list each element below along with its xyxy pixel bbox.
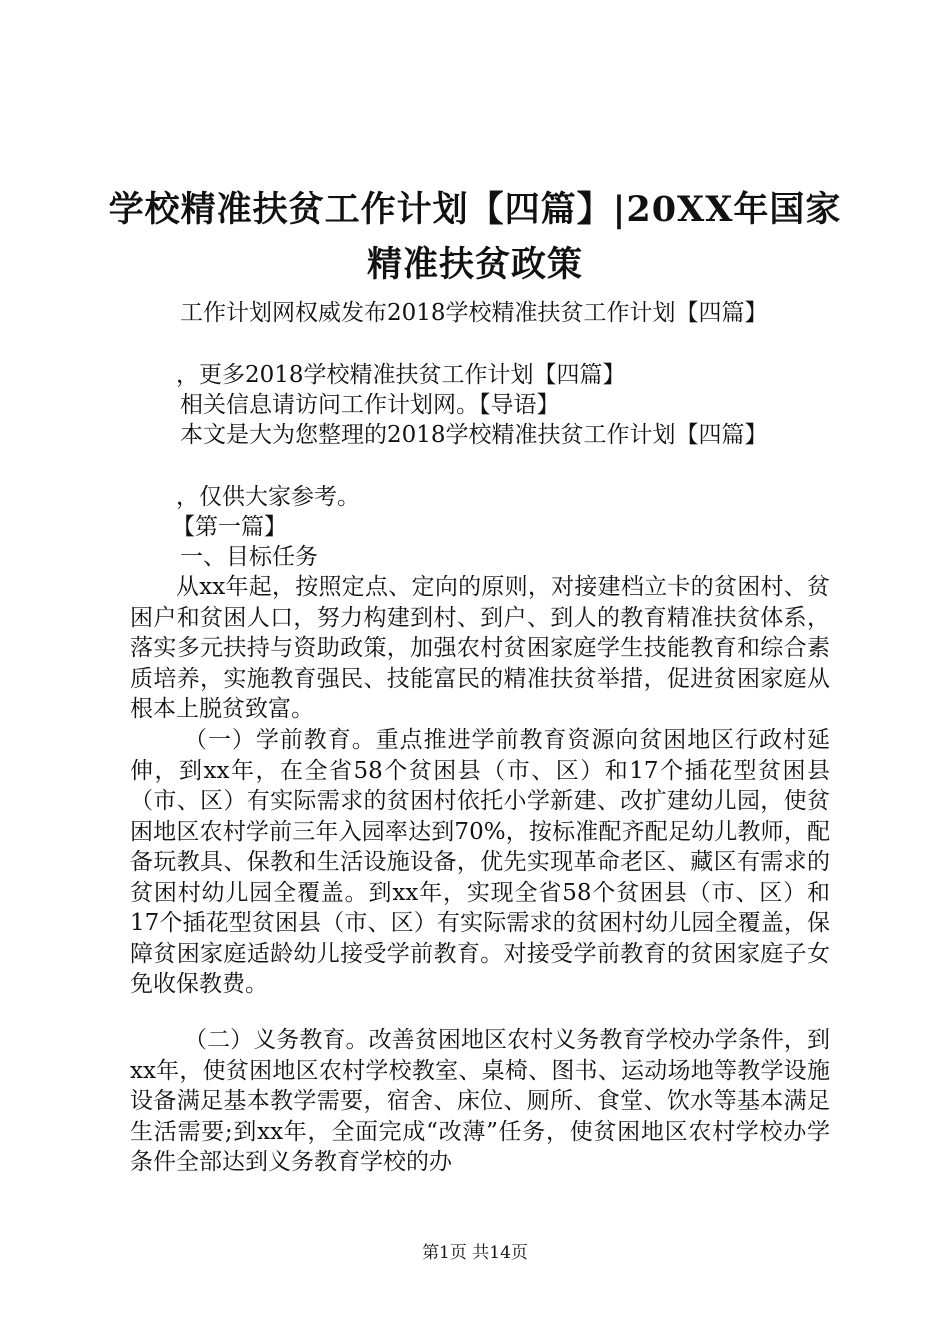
document-title-line-2: 精准扶贫政策 [366,244,583,285]
subsection-heading: 一、目标任务 [180,544,318,570]
paragraph-preschool: （一）学前教育。重点推进学前教育资源向贫困地区行政村延伸，到xx年，在全省58个贫困县（市、区）和17个插花型贫困县（市、区）有实际需求的贫困村依托小学新建、改扩建幼儿园，使贫困地区农村学前三年入园率达到70%，按标准配齐配足幼儿教师，配备玩教具、保教和生活设施设备，优先实现革命老区、藏区有需求的贫困村幼儿园全覆盖。到xx年，实现全省58个贫困县（市、区）和17个插花型贫困县（市、区）有实际需求的贫困村幼儿园全覆盖，保障贫困家庭适龄幼儿接受学前教育。对接受学前教育的贫困家庭子女免收保教费。 [130,727,830,997]
intro-line: 工作计划网权威发布2018学校精准扶贫工作计划【四篇】 [180,300,768,326]
intro-line: 相关信息请访问工作计划网。【导语】 [180,392,560,418]
paragraph-goals: 从xx年起，按照定点、定向的原则，对接建档立卡的贫困村、贫困户和贫困人口，努力构建到村、到户、到人的教育精准扶贫体系，落实多元扶持与资助政策，加强农村贫困家庭学生技能教育和综合素质培养，实施教育强民、技能富民的精准扶贫举措，促进贫困家庭从根本上脱贫致富。 [130,574,830,722]
intro-line: ，更多2018学校精准扶贫工作计划【四篇】 [176,362,626,388]
page-number: 第1页 共14页 [422,1243,528,1263]
intro-line: ，仅供大家参考。 [176,484,360,510]
document-title-line-1: 学校精准扶贫工作计划【四篇】|20XX年国家 [108,189,842,230]
intro-line: 本文是大为您整理的2018学校精准扶贫工作计划【四篇】 [180,422,768,448]
section-heading: 【第一篇】 [172,514,287,540]
paragraph-compulsory: （二）义务教育。改善贫困地区农村义务教育学校办学条件，到xx年，使贫困地区农村学校教室、桌椅、图书、运动场地等教学设施设备满足基本教学需要，宿舍、床位、厕所、食堂、饮水等基本满足生活需要;到xx年，全面完成“改薄”任务，使贫困地区农村学校办学条件全部达到义务教育学校的办 [130,1027,830,1175]
